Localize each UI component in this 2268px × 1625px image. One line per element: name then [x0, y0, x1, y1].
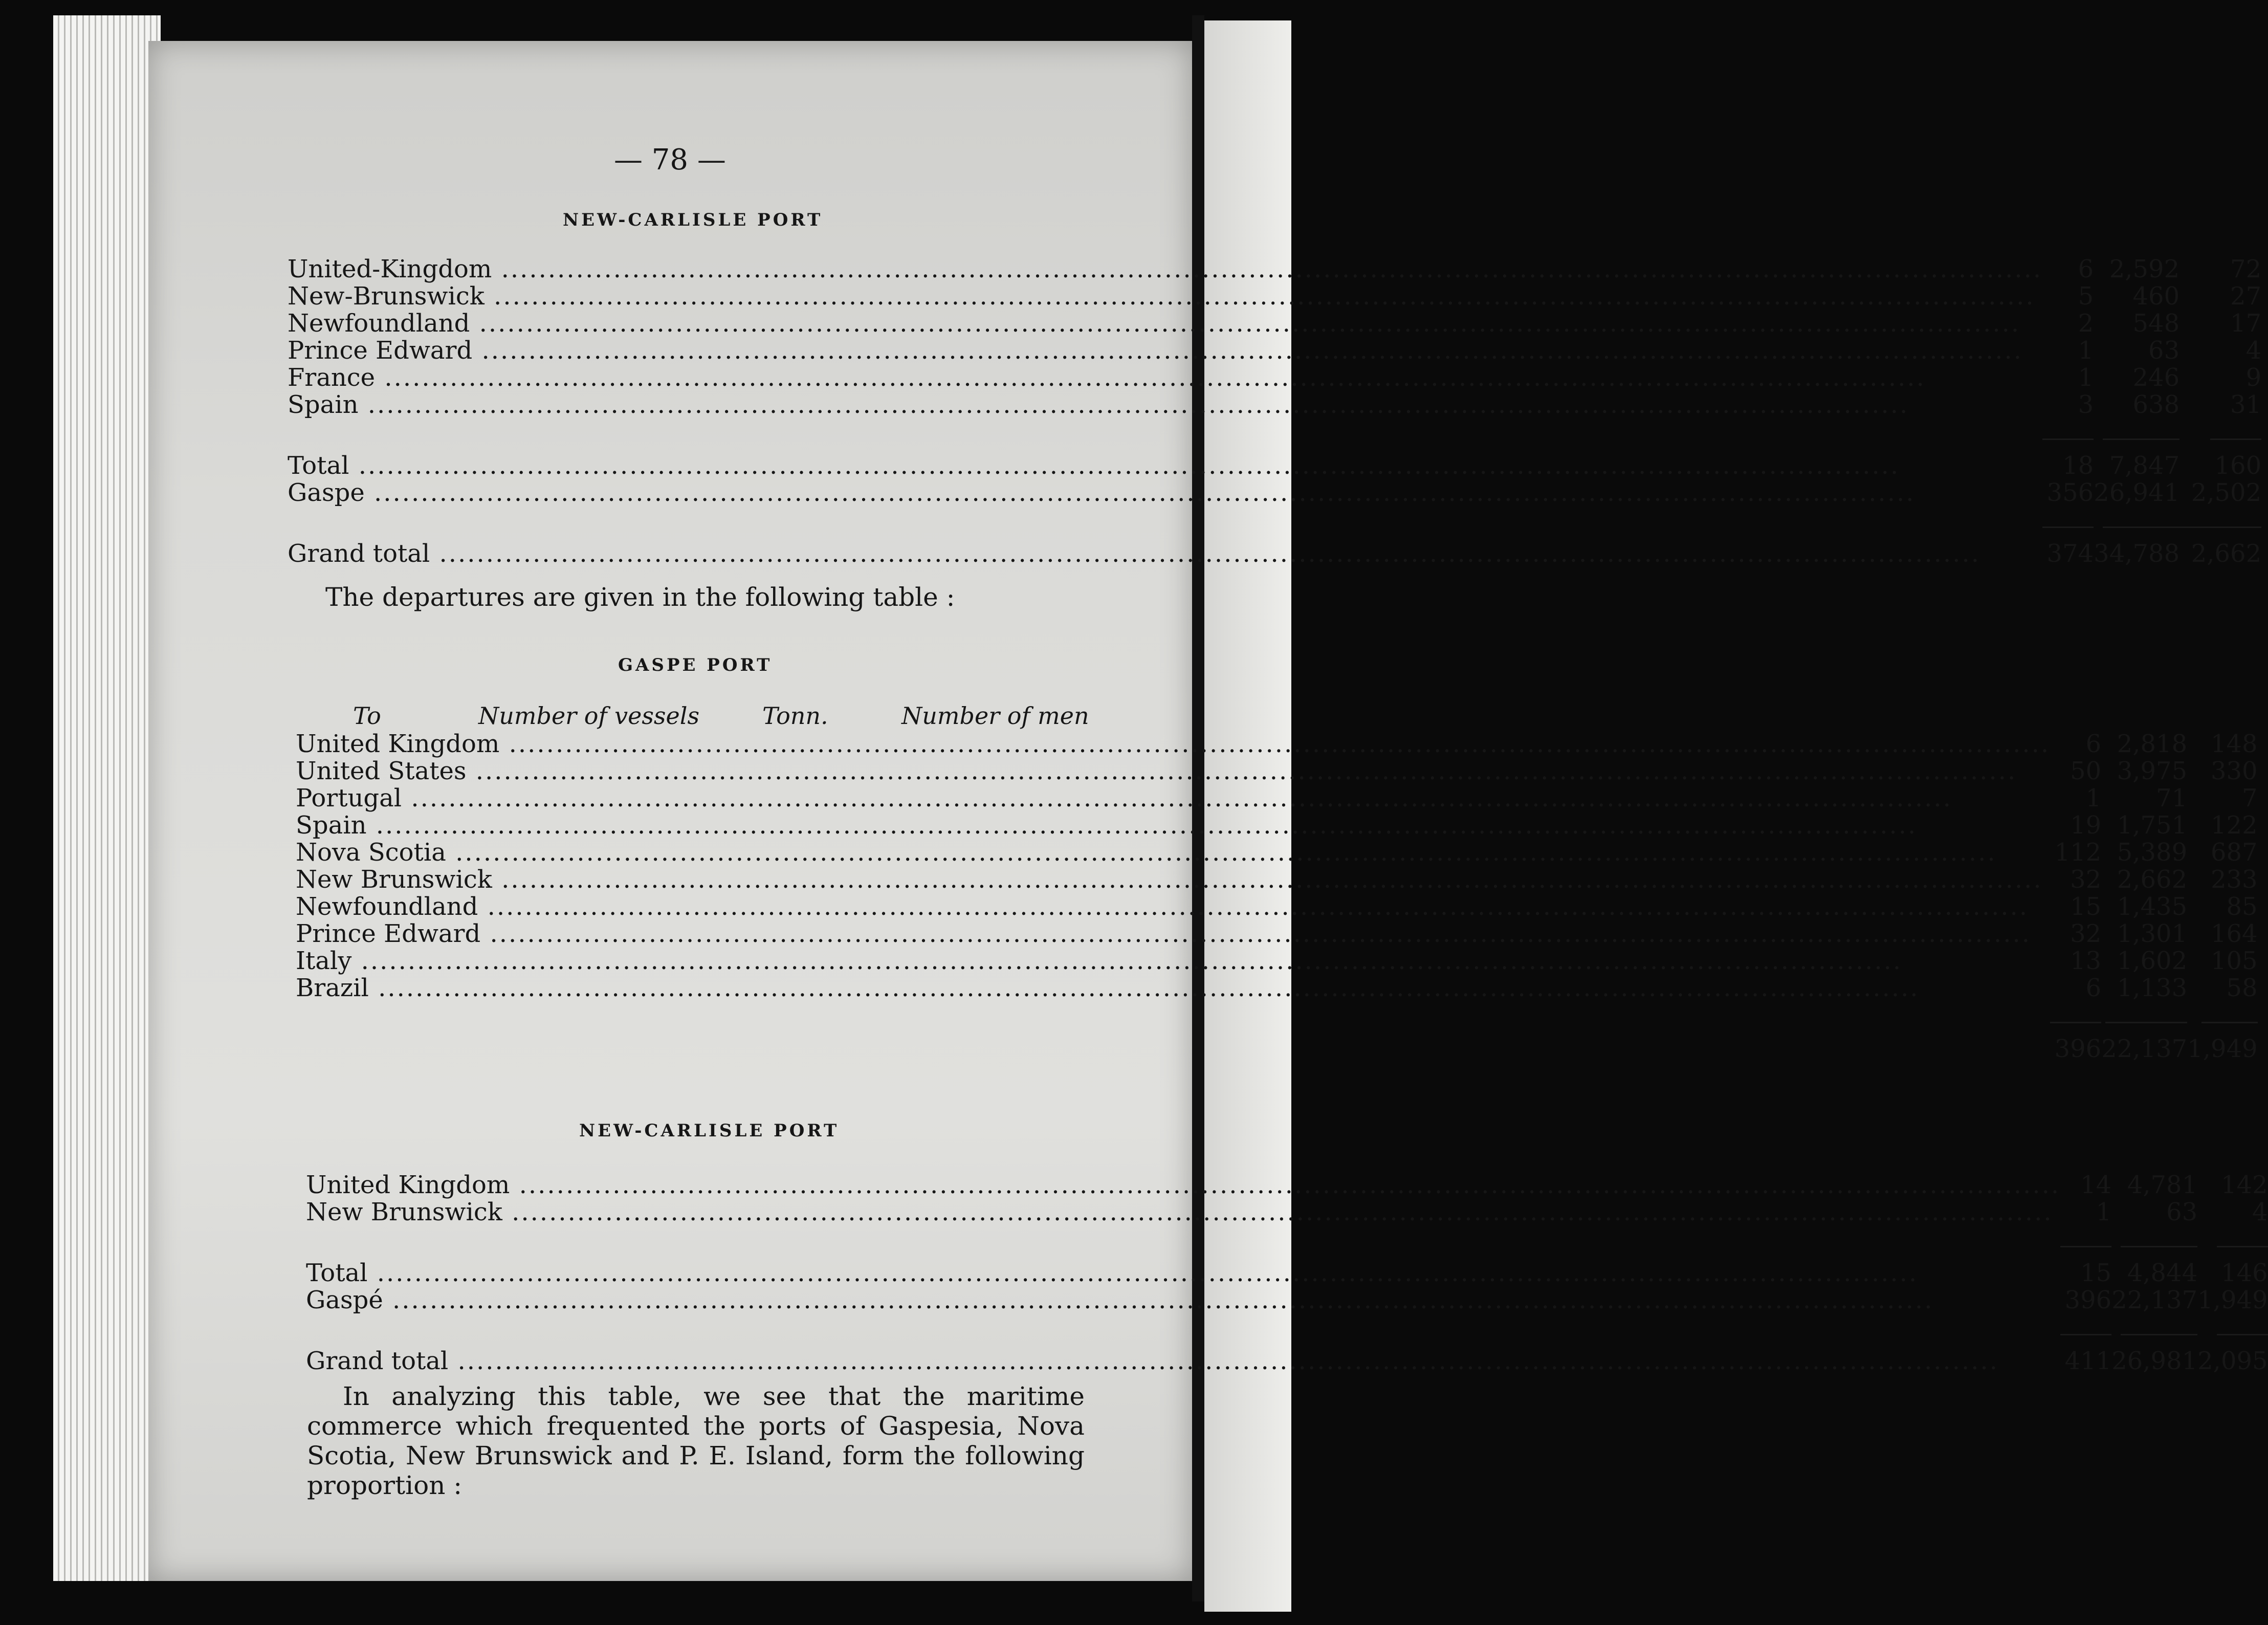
vessels-value: 6	[2085, 730, 2102, 758]
place-label: Prince Edward .....	[296, 920, 2050, 948]
gaspe-row	[306, 1287, 2268, 1314]
vessels-value: 14	[2080, 1171, 2112, 1199]
men-value: 146	[2220, 1259, 2268, 1287]
grand-total-rule	[306, 1314, 2268, 1341]
place-label: New-Brunswick .....	[288, 283, 2042, 310]
tonnage-value: 26,941	[2094, 478, 2180, 507]
tonnage-value: 3,975	[2117, 757, 2188, 785]
table-row	[288, 310, 2261, 337]
vessels-value: 13	[2070, 947, 2102, 975]
men-value: 687	[2210, 838, 2258, 867]
tonnage-value: 1,301	[2117, 919, 2188, 948]
place-label: Brazil .....	[296, 975, 2050, 1002]
men-value: 31	[2230, 390, 2262, 419]
column-header-tonnage: Tonn.	[762, 702, 828, 730]
grand-total-row	[288, 534, 2261, 567]
total-row	[296, 1029, 2258, 1063]
men-value: 164	[2210, 919, 2258, 948]
vessels-value: 2	[2078, 309, 2094, 338]
new-carlisle-departures-table	[306, 1172, 2268, 1375]
page-edges	[53, 15, 161, 1581]
place-label: France .....	[288, 364, 2042, 391]
tonnage-value: 34,788	[2094, 539, 2180, 568]
men-value: 2,095	[2197, 1347, 2268, 1375]
place-label: Spain .....	[288, 391, 2042, 419]
gaspe-departures-table	[296, 731, 2258, 1063]
tonnage-value: 460	[2132, 282, 2180, 311]
gaspe-label: Gaspe .....	[288, 479, 2042, 507]
table-row	[296, 758, 2258, 785]
men-value: 4	[2245, 336, 2262, 365]
tonnage-value: 246	[2132, 363, 2180, 392]
table-row	[296, 839, 2258, 866]
total-row	[288, 446, 2261, 479]
total-rule	[296, 1002, 2258, 1029]
men-value: 72	[2230, 255, 2262, 283]
vessels-value: 1	[2078, 363, 2094, 392]
departures-intro: The departures are given in the following table :	[325, 582, 955, 612]
place-label: Portugal .....	[296, 785, 2050, 812]
place-label: Newfoundland .....	[288, 310, 2042, 337]
place-label: United Kingdom .....	[296, 731, 2050, 758]
men-value: 7	[2242, 784, 2258, 812]
vessels-value: 15	[2070, 892, 2102, 921]
tonnage-value: 5,389	[2117, 838, 2188, 867]
tonnage-value: 2,592	[2109, 255, 2180, 283]
table-row	[296, 785, 2258, 812]
total-label: Total .....	[288, 452, 2042, 479]
gaspe-label: Gaspé .....	[306, 1287, 2060, 1314]
men-value: 4	[2252, 1198, 2268, 1226]
tonnage-value: 4,781	[2127, 1171, 2198, 1199]
men-value: 160	[2214, 451, 2262, 480]
men-value: 1,949	[2187, 1035, 2258, 1063]
table-row	[306, 1172, 2268, 1199]
table-row	[296, 866, 2258, 893]
tonnage-value: 548	[2132, 309, 2180, 338]
vessels-value: 1	[2085, 784, 2102, 812]
place-label: Spain .....	[296, 812, 2050, 839]
page-number: — 78 —	[614, 143, 726, 177]
vessels-value: 5	[2078, 282, 2094, 311]
men-value: 58	[2226, 974, 2258, 1002]
grand-total-row	[306, 1341, 2268, 1375]
table-row	[288, 283, 2261, 310]
tonnage-value: 4,844	[2127, 1259, 2198, 1287]
men-value: 148	[2210, 730, 2258, 758]
men-value: 2,502	[2191, 478, 2262, 507]
men-value: 1,949	[2197, 1286, 2268, 1314]
tonnage-value: 1,435	[2117, 892, 2188, 921]
place-label: Nova Scotia .....	[296, 839, 2050, 866]
table-row	[296, 812, 2258, 839]
place-label: United-Kingdom .....	[288, 256, 2042, 283]
tonnage-value: 63	[2166, 1198, 2198, 1226]
total-label: Total .....	[306, 1260, 2060, 1287]
men-value: 85	[2226, 892, 2258, 921]
vessels-value: 374	[2046, 539, 2094, 568]
vessels-value: 6	[2078, 255, 2094, 283]
vessels-value: 15	[2080, 1259, 2112, 1287]
place-label: Italy .....	[296, 948, 2050, 975]
table-row	[288, 256, 2261, 283]
tonnage-value: 2,818	[2117, 730, 2188, 758]
table-heading-new-carlisle-departures: NEW-CARLISLE PORT	[579, 1121, 840, 1141]
subtotal-rule	[288, 419, 2261, 446]
vessels-value: 1	[2078, 336, 2094, 365]
vessels-value: 18	[2062, 451, 2094, 480]
gaspe-row	[288, 479, 2261, 507]
tonnage-value: 638	[2132, 390, 2180, 419]
column-header-men: Number of men	[901, 702, 1089, 730]
tonnage-value: 26,981	[2111, 1347, 2198, 1375]
table-heading-new-carlisle-arrivals: NEW-CARLISLE PORT	[563, 210, 823, 230]
vessels-value: 356	[2046, 478, 2094, 507]
men-value: 142	[2220, 1171, 2268, 1199]
grand-total-label: Grand total .....	[306, 1348, 2060, 1375]
men-value: 9	[2245, 363, 2262, 392]
grand-total-rule	[288, 507, 2261, 534]
place-label: United Kingdom .....	[306, 1172, 2060, 1199]
table-row	[296, 920, 2258, 948]
men-value: 233	[2210, 865, 2258, 894]
tonnage-value: 1,133	[2117, 974, 2188, 1002]
place-label: New Brunswick .....	[306, 1199, 2060, 1226]
men-value: 2,662	[2191, 539, 2262, 568]
men-value: 27	[2230, 282, 2262, 311]
tonnage-value: 1,602	[2117, 947, 2188, 975]
table-row	[296, 975, 2258, 1002]
vessels-value: 3	[2078, 390, 2094, 419]
vessels-value: 396	[2064, 1286, 2112, 1314]
place-label: Prince Edward .....	[288, 337, 2042, 364]
table-row	[288, 364, 2261, 391]
table-heading-gaspe-port: GASPE PORT	[618, 655, 773, 675]
table-row	[288, 391, 2261, 419]
column-header-to: To	[353, 702, 381, 730]
tonnage-value: 63	[2148, 336, 2180, 365]
men-value: 17	[2230, 309, 2262, 338]
vessels-value: 411	[2064, 1347, 2112, 1375]
closing-paragraph: In analyzing this table, we see that the maritime commerce which frequented the ports of Gaspesia, Nova Scotia, New Brunswick and P. E. Island, form the following proportion :	[307, 1381, 1085, 1500]
new-carlisle-arrivals-table	[288, 256, 2261, 567]
tonnage-value: 22,137	[2111, 1286, 2198, 1314]
table-row	[306, 1199, 2268, 1226]
place-label: New Brunswick .....	[296, 866, 2050, 893]
vessels-value: 19	[2070, 811, 2102, 840]
subtotal-rule	[306, 1226, 2268, 1253]
table-row	[296, 893, 2258, 920]
men-value: 122	[2210, 811, 2258, 840]
vessels-value: 32	[2070, 865, 2102, 894]
vessels-value: 1	[2096, 1198, 2112, 1226]
table-row	[296, 731, 2258, 758]
total-row	[306, 1253, 2268, 1287]
tonnage-value: 71	[2156, 784, 2188, 812]
place-label: Newfoundland .....	[296, 893, 2050, 920]
vessels-value: 50	[2070, 757, 2102, 785]
table-row	[296, 948, 2258, 975]
tonnage-value: 7,847	[2109, 451, 2180, 480]
vessels-value: 396	[2054, 1035, 2102, 1063]
table-row	[288, 337, 2261, 364]
column-header-vessels: Number of vessels	[478, 702, 700, 730]
tonnage-value: 2,662	[2117, 865, 2188, 894]
vessels-value: 112	[2054, 838, 2102, 867]
tonnage-value: 22,137	[2101, 1035, 2188, 1063]
place-label: United States .....	[296, 758, 2050, 785]
grand-total-label: Grand total .....	[288, 540, 2042, 567]
men-value: 105	[2210, 947, 2258, 975]
men-value: 330	[2210, 757, 2258, 785]
vessels-value: 32	[2070, 919, 2102, 948]
vessels-value: 6	[2085, 974, 2102, 1002]
tonnage-value: 1,751	[2117, 811, 2188, 840]
